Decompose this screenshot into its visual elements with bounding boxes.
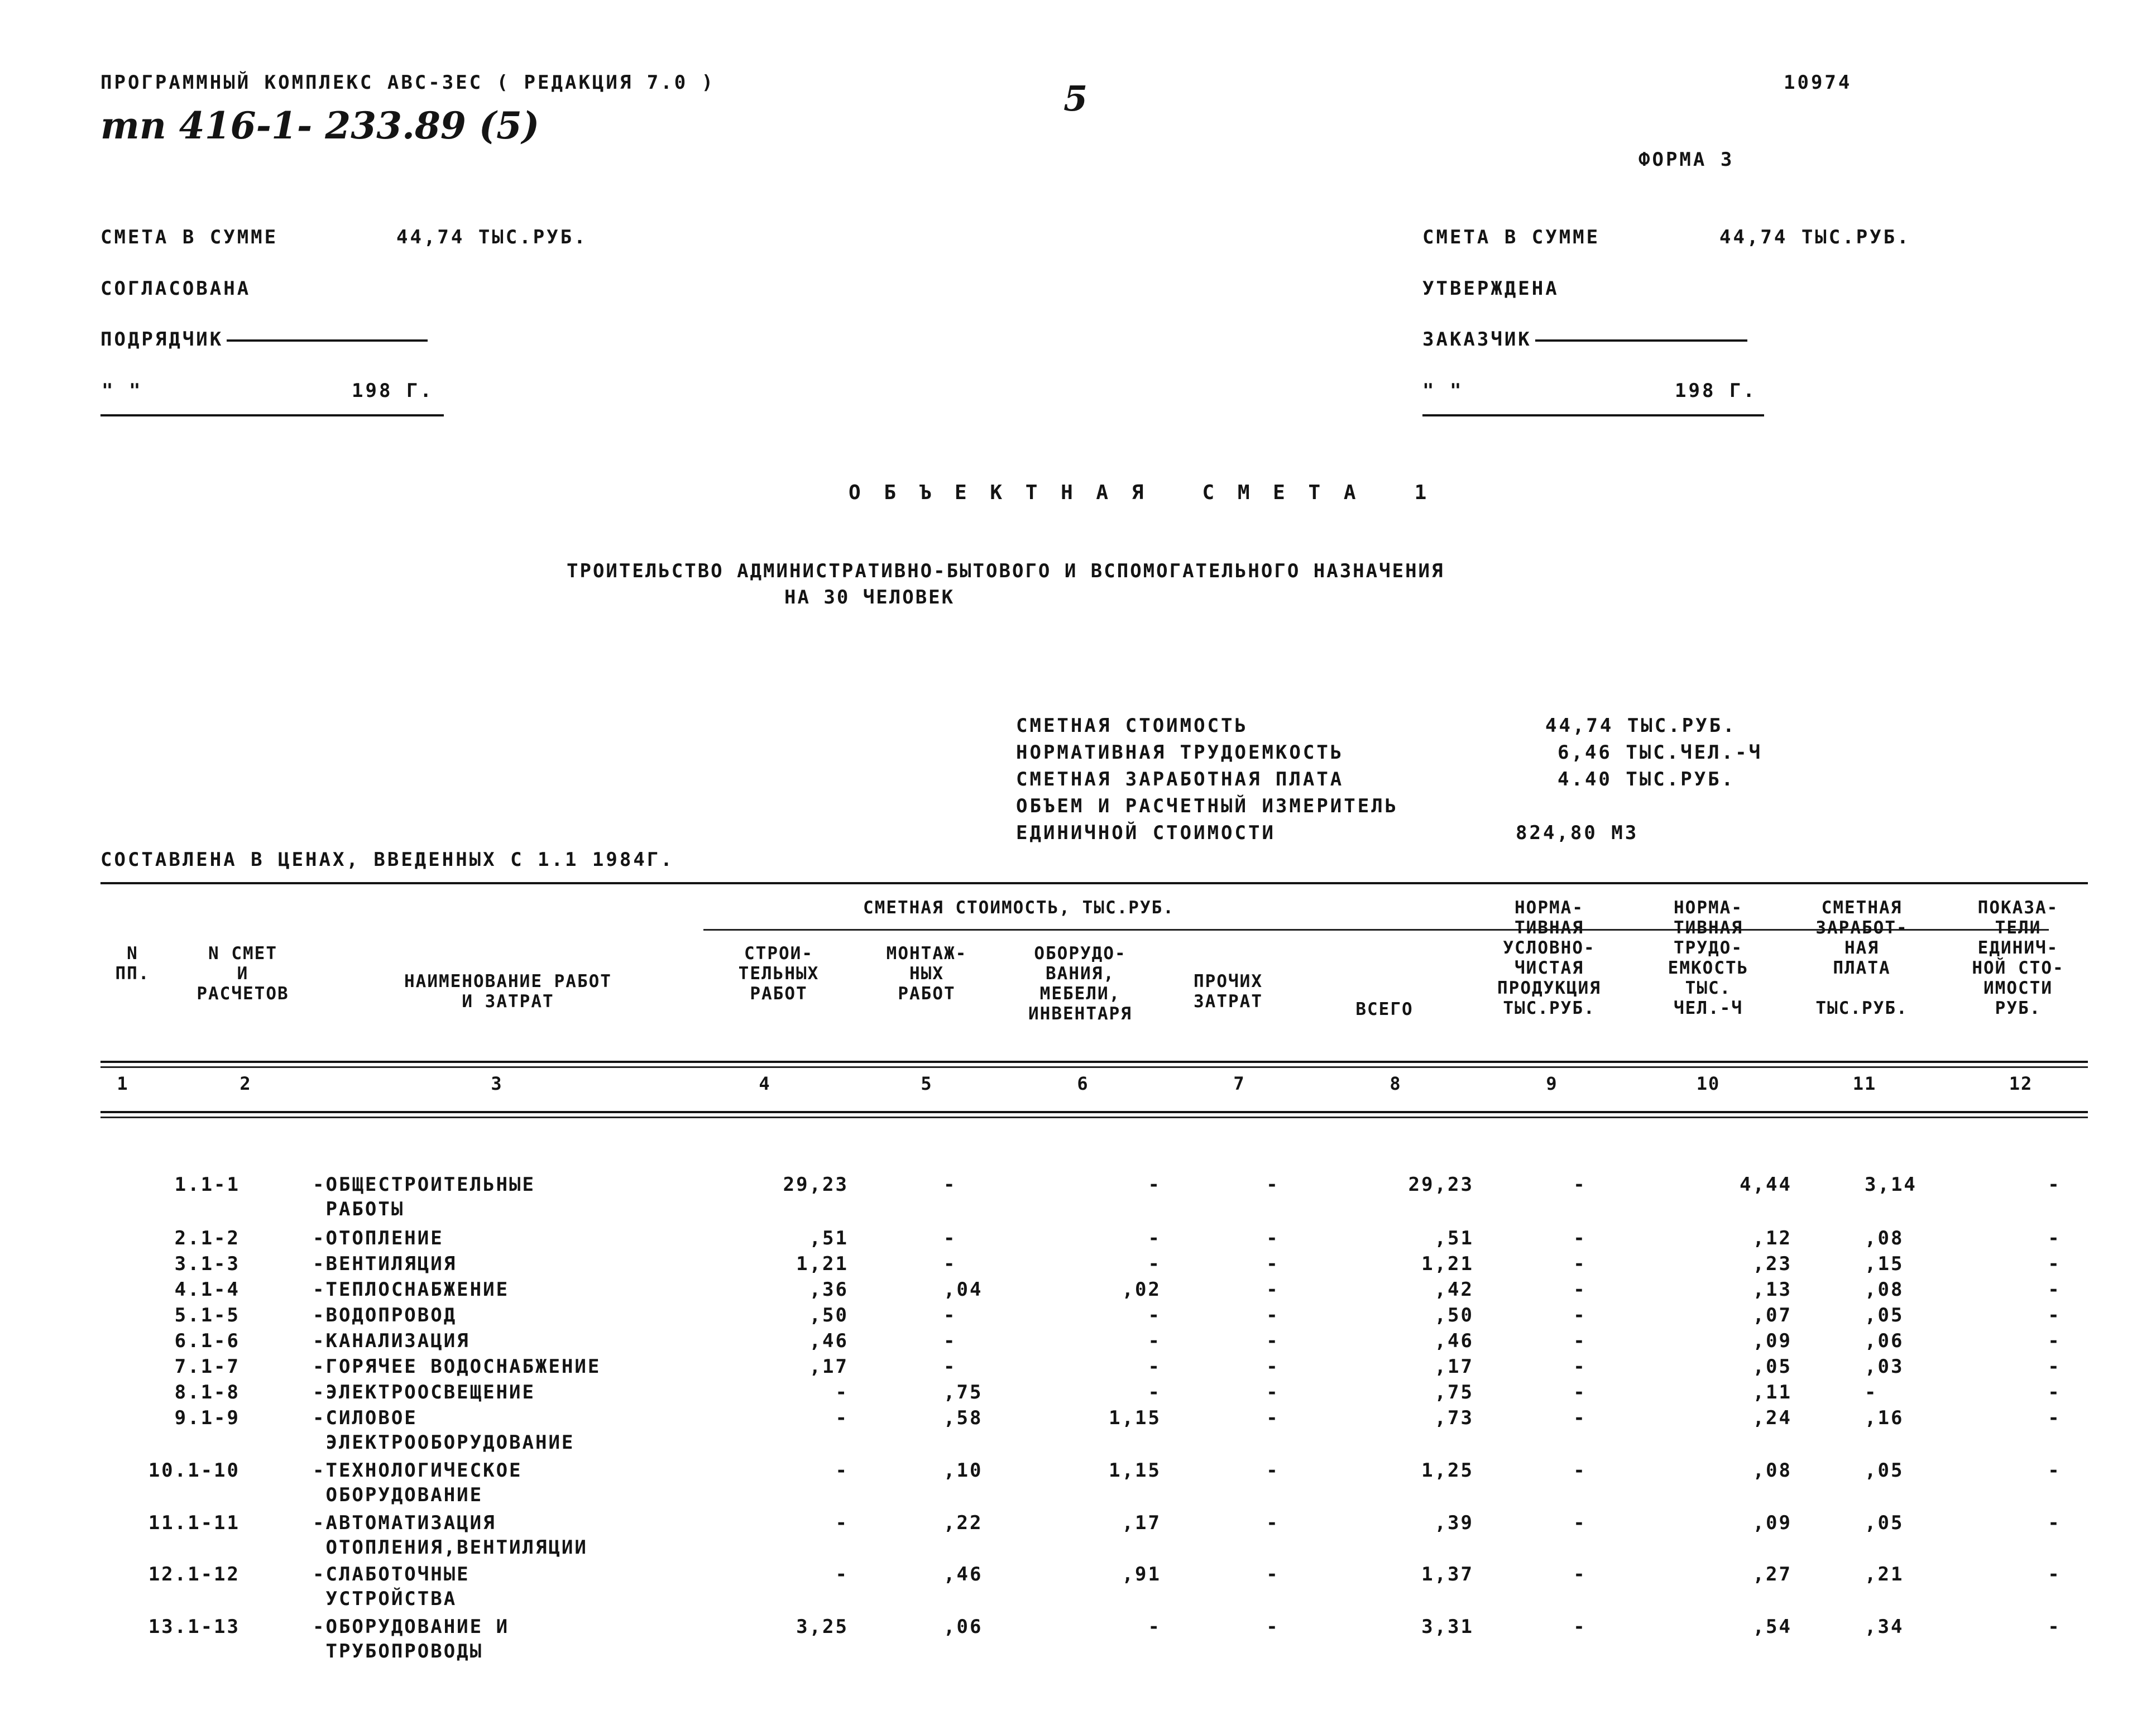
row-id: 3.1-3	[174, 1253, 240, 1275]
row-labor: ,11	[1752, 1381, 1792, 1404]
row-construction: ,17	[809, 1355, 849, 1378]
col-header-7: ПРОЧИХ ЗАТРАТ	[1194, 971, 1263, 1012]
row-equipment: 1,15	[1109, 1459, 1161, 1482]
left-date-rule	[100, 414, 444, 416]
row-net-output: -	[1573, 1330, 1587, 1352]
left-sum-value: 44,74 ТЫС.РУБ.	[396, 226, 588, 248]
row-installation: -	[943, 1304, 957, 1326]
right-sum-value: 44,74 ТЫС.РУБ.	[1719, 226, 1911, 248]
row-equipment: ,02	[1122, 1278, 1161, 1301]
row-total: ,46	[1434, 1330, 1474, 1352]
col-header-3: НАИМЕНОВАНИЕ РАБОТ И ЗАТРАТ	[404, 971, 612, 1012]
col-header-1: N ПП.	[115, 943, 150, 984]
summary-label: СМЕТНАЯ ЗАРАБОТНАЯ ПЛАТА	[1016, 768, 1344, 791]
row-other: -	[1266, 1407, 1280, 1429]
row-installation: -	[943, 1355, 957, 1378]
left-sum-label: СМЕТА В СУММЕ	[100, 226, 279, 248]
row-installation: -	[943, 1227, 957, 1249]
row-net-output: -	[1573, 1227, 1587, 1249]
right-status: УТВЕРЖДЕНА	[1422, 277, 1559, 300]
row-unit-cost: -	[2048, 1459, 2061, 1482]
row-wages: ,03	[1865, 1355, 1904, 1378]
row-total: ,50	[1434, 1304, 1474, 1326]
row-labor: ,05	[1752, 1355, 1792, 1378]
row-construction: -	[835, 1563, 849, 1585]
row-labor: ,24	[1752, 1407, 1792, 1429]
row-unit-cost: -	[2048, 1253, 2061, 1275]
row-unit-cost: -	[2048, 1381, 2061, 1404]
row-id: 9.1-9	[174, 1407, 240, 1429]
row-installation: ,22	[943, 1512, 983, 1534]
row-name: -КАНАЛИЗАЦИЯ	[313, 1330, 470, 1352]
row-unit-cost: -	[2048, 1173, 2061, 1196]
row-labor: 4,44	[1740, 1173, 1792, 1196]
right-date-year: 198 Г.	[1675, 380, 1757, 402]
row-net-output: -	[1573, 1616, 1587, 1638]
row-construction: 3,25	[796, 1616, 849, 1638]
row-wages: ,34	[1865, 1616, 1904, 1638]
row-name: -ОТОПЛЕНИЕ	[313, 1227, 444, 1249]
program-header: ПРОГРАММНЫЙ КОМПЛЕКС АВС-3ЕС ( РЕДАКЦИЯ 7.0 )	[100, 71, 716, 94]
row-net-output: -	[1573, 1278, 1587, 1301]
row-construction: -	[835, 1407, 849, 1429]
row-wages: ,05	[1865, 1304, 1904, 1326]
row-total: 1,25	[1421, 1459, 1474, 1482]
row-id: 5.1-5	[174, 1304, 240, 1326]
row-total: ,39	[1434, 1512, 1474, 1534]
row-equipment: ,17	[1122, 1512, 1161, 1534]
page-number: 5	[1063, 78, 1088, 119]
row-construction: ,36	[809, 1278, 849, 1301]
col-number: 12	[2009, 1073, 2033, 1094]
summary-value: 44,74 ТЫС.РУБ.	[1545, 715, 1737, 737]
left-party-line	[100, 328, 428, 351]
row-equipment: -	[1148, 1173, 1161, 1196]
row-id: 4.1-4	[174, 1278, 240, 1301]
row-total: ,73	[1434, 1407, 1474, 1429]
row-total: 3,31	[1421, 1616, 1474, 1638]
row-unit-cost: -	[2048, 1355, 2061, 1378]
row-other: -	[1266, 1253, 1280, 1275]
row-name: -ВОДОПРОВОД	[313, 1304, 457, 1326]
row-id: 12.1-12	[148, 1563, 240, 1585]
row-installation: ,58	[943, 1407, 983, 1429]
row-other: -	[1266, 1278, 1280, 1301]
subtitle-line-2: НА 30 ЧЕЛОВЕК	[784, 586, 955, 609]
row-unit-cost: -	[2048, 1512, 2061, 1534]
row-equipment: ,91	[1122, 1563, 1161, 1585]
row-name: -ОБЩЕСТРОИТЕЛЬНЫЕ РАБОТЫ	[313, 1173, 535, 1220]
row-labor: ,09	[1752, 1512, 1792, 1534]
handwritten-project-code: тп 416-1- 233.89 (5)	[100, 104, 540, 147]
row-wages: ,08	[1865, 1278, 1904, 1301]
row-installation: -	[943, 1173, 957, 1196]
row-equipment: -	[1148, 1227, 1161, 1249]
row-construction: ,46	[809, 1330, 849, 1352]
col-header-6: ОБОРУДО- ВАНИЯ, МЕБЕЛИ, ИНВЕНТАРЯ	[1028, 943, 1132, 1024]
row-labor: ,09	[1752, 1330, 1792, 1352]
row-unit-cost: -	[2048, 1407, 2061, 1429]
row-equipment: -	[1148, 1330, 1161, 1352]
col-header-8: ВСЕГО	[1355, 999, 1414, 1019]
row-unit-cost: -	[2048, 1278, 2061, 1301]
row-unit-cost: -	[2048, 1304, 2061, 1326]
left-date-year: 198 Г.	[352, 380, 434, 402]
table-top-rule	[100, 882, 2088, 884]
right-party-line	[1422, 328, 1747, 351]
col-number: 9	[1546, 1073, 1558, 1094]
summary-value: 4.40 ТЫС.РУБ.	[1558, 768, 1736, 791]
row-other: -	[1266, 1227, 1280, 1249]
row-total: ,17	[1434, 1355, 1474, 1378]
row-other: -	[1266, 1304, 1280, 1326]
row-equipment: -	[1148, 1253, 1161, 1275]
row-unit-cost: -	[2048, 1616, 2061, 1638]
row-name: -АВТОМАТИЗАЦИЯ ОТОПЛЕНИЯ,ВЕНТИЛЯЦИИ	[313, 1512, 588, 1559]
row-id: 2.1-2	[174, 1227, 240, 1249]
col-number: 7	[1233, 1073, 1245, 1094]
row-id: 6.1-6	[174, 1330, 240, 1352]
group-header: СМЕТНАЯ СТОИМОСТЬ, ТЫС.РУБ.	[863, 898, 1175, 918]
summary-value: 824,80 М3	[1516, 822, 1639, 844]
prices-note: СОСТАВЛЕНА В ЦЕНАХ, ВВЕДЕННЫХ С 1.1 1984Г.	[100, 849, 674, 871]
row-wages: ,21	[1865, 1563, 1904, 1585]
col-number: 5	[921, 1073, 933, 1094]
row-wages: ,08	[1865, 1227, 1904, 1249]
row-construction: -	[835, 1512, 849, 1534]
row-unit-cost: -	[2048, 1330, 2061, 1352]
row-total: 1,21	[1421, 1253, 1474, 1275]
row-labor: ,12	[1752, 1227, 1792, 1249]
row-other: -	[1266, 1563, 1280, 1585]
row-net-output: -	[1573, 1512, 1587, 1534]
col-header-12: ПОКАЗА- ТЕЛИ ЕДИНИЧ- НОЙ СТО- ИМОСТИ РУБ.	[1972, 898, 2064, 1018]
row-wages: ,15	[1865, 1253, 1904, 1275]
row-name: -ОБОРУДОВАНИЕ И ТРУБОПРОВОДЫ	[313, 1616, 510, 1663]
row-wages: ,06	[1865, 1330, 1904, 1352]
row-equipment: -	[1148, 1304, 1161, 1326]
row-wages: 3,14	[1865, 1173, 1917, 1196]
row-id: 8.1-8	[174, 1381, 240, 1404]
row-labor: ,08	[1752, 1459, 1792, 1482]
left-status: СОГЛАСОВАНА	[100, 277, 251, 300]
row-other: -	[1266, 1512, 1280, 1534]
row-id: 10.1-10	[148, 1459, 240, 1482]
right-sum-label: СМЕТА В СУММЕ	[1422, 226, 1601, 248]
row-construction: ,50	[809, 1304, 849, 1326]
row-name: -ГОРЯЧЕЕ ВОДОСНАБЖЕНИЕ	[313, 1355, 601, 1378]
summary-label: НОРМАТИВНАЯ ТРУДОЕМКОСТЬ	[1016, 741, 1344, 764]
col-header-5: МОНТАЖ- НЫХ РАБОТ	[886, 943, 967, 1004]
row-net-output: -	[1573, 1253, 1587, 1275]
row-total: ,42	[1434, 1278, 1474, 1301]
right-date-rule	[1422, 414, 1764, 416]
row-net-output: -	[1573, 1381, 1587, 1404]
row-wages: ,05	[1865, 1512, 1904, 1534]
left-date-quotes: " "	[102, 380, 143, 402]
col-header-10: НОРМА- ТИВНАЯ ТРУДО- ЕМКОСТЬ ТЫС. ЧЕЛ.-Ч	[1668, 898, 1749, 1018]
row-installation: ,04	[943, 1278, 983, 1301]
row-total: ,51	[1434, 1227, 1474, 1249]
col-number: 4	[759, 1073, 771, 1094]
row-other: -	[1266, 1173, 1280, 1196]
row-installation: -	[943, 1253, 957, 1275]
row-equipment: 1,15	[1109, 1407, 1161, 1429]
row-net-output: -	[1573, 1173, 1587, 1196]
col-number: 11	[1852, 1073, 1877, 1094]
col-header-2: N СМЕТ И РАСЧЕТОВ	[197, 943, 289, 1004]
right-date-quotes: " "	[1422, 380, 1464, 402]
document-title: О Б Ъ Е К Т Н А Я С М Е Т А 1	[849, 481, 1432, 504]
row-net-output: -	[1573, 1355, 1587, 1378]
row-other: -	[1266, 1330, 1280, 1352]
subtitle-line-1: ТРОИТЕЛЬСТВО АДМИНИСТРАТИВНО-БЫТОВОГО И ВСПОМОГАТЕЛЬНОГО НАЗНАЧЕНИЯ	[567, 560, 1445, 582]
row-name: -ТЕХНОЛОГИЧЕСКОЕ ОБОРУДОВАНИЕ	[313, 1459, 523, 1506]
left-signature-line	[227, 339, 428, 342]
row-labor: ,23	[1752, 1253, 1792, 1275]
row-id: 13.1-13	[148, 1616, 240, 1638]
row-labor: ,54	[1752, 1616, 1792, 1638]
numbers-bottom-rule-2	[100, 1117, 2088, 1118]
row-unit-cost: -	[2048, 1563, 2061, 1585]
row-installation: ,10	[943, 1459, 983, 1482]
row-net-output: -	[1573, 1407, 1587, 1429]
row-id: 7.1-7	[174, 1355, 240, 1378]
summary-label: СМЕТНАЯ СТОИМОСТЬ	[1016, 715, 1248, 737]
row-other: -	[1266, 1381, 1280, 1404]
row-total: 1,37	[1421, 1563, 1474, 1585]
row-id: 11.1-11	[148, 1512, 240, 1534]
col-header-9: НОРМА- ТИВНАЯ УСЛОВНО- ЧИСТАЯ ПРОДУКЦИЯ ТЫС.РУБ.	[1497, 898, 1601, 1018]
row-construction: -	[835, 1381, 849, 1404]
col-number: 6	[1077, 1073, 1089, 1094]
col-header-11: СМЕТНАЯ ЗАРАБОТ- НАЯ ПЛАТА ТЫС.РУБ.	[1815, 898, 1908, 1018]
row-equipment: -	[1148, 1381, 1161, 1404]
row-construction: 29,23	[783, 1173, 849, 1196]
row-labor: ,07	[1752, 1304, 1792, 1326]
row-other: -	[1266, 1355, 1280, 1378]
col-number: 2	[239, 1073, 252, 1094]
left-party-label: ПОДРЯДЧИК	[100, 328, 224, 351]
row-name: -СЛАБОТОЧНЫЕ УСТРОЙСТВА	[313, 1563, 470, 1610]
row-net-output: -	[1573, 1563, 1587, 1585]
row-net-output: -	[1573, 1304, 1587, 1326]
right-signature-line	[1535, 339, 1747, 342]
summary-label: ЕДИНИЧНОЙ СТОИМОСТИ	[1016, 822, 1276, 844]
row-installation: -	[943, 1330, 957, 1352]
document-number: 10974	[1784, 71, 1852, 94]
header-bottom-rule-2	[100, 1066, 2088, 1068]
row-wages: -	[1865, 1381, 1878, 1404]
row-equipment: -	[1148, 1355, 1161, 1378]
row-other: -	[1266, 1616, 1280, 1638]
row-net-output: -	[1573, 1459, 1587, 1482]
row-name: -ЭЛЕКТРООСВЕЩЕНИЕ	[313, 1381, 535, 1404]
row-name: -ТЕПЛОСНАБЖЕНИЕ	[313, 1278, 510, 1301]
row-installation: ,06	[943, 1616, 983, 1638]
row-wages: ,16	[1865, 1407, 1904, 1429]
row-name: -СИЛОВОЕ ЭЛЕКТРООБОРУДОВАНИЕ	[313, 1407, 575, 1454]
col-number: 8	[1390, 1073, 1402, 1094]
row-labor: ,13	[1752, 1278, 1792, 1301]
row-installation: ,75	[943, 1381, 983, 1404]
col-number: 3	[491, 1073, 503, 1094]
row-installation: ,46	[943, 1563, 983, 1585]
col-number: 10	[1696, 1073, 1721, 1094]
row-wages: ,05	[1865, 1459, 1904, 1482]
row-total: 29,23	[1408, 1173, 1474, 1196]
row-equipment: -	[1148, 1616, 1161, 1638]
row-construction: ,51	[809, 1227, 849, 1249]
right-party-label: ЗАКАЗЧИК	[1422, 328, 1532, 351]
col-header-4: СТРОИ- ТЕЛЬНЫХ РАБОТ	[738, 943, 820, 1004]
numbers-bottom-rule	[100, 1111, 2088, 1113]
row-id: 1.1-1	[174, 1173, 240, 1196]
form-label: ФОРМА 3	[1638, 149, 1735, 171]
summary-label: ОБЪЕМ И РАСЧЕТНЫЙ ИЗМЕРИТЕЛЬ	[1016, 795, 1399, 817]
summary-value: 6,46 ТЫС.ЧЕЛ.-Ч	[1558, 741, 1763, 764]
row-construction: 1,21	[796, 1253, 849, 1275]
row-other: -	[1266, 1459, 1280, 1482]
header-bottom-rule	[100, 1061, 2088, 1063]
row-labor: ,27	[1752, 1563, 1792, 1585]
row-name: -ВЕНТИЛЯЦИЯ	[313, 1253, 457, 1275]
row-unit-cost: -	[2048, 1227, 2061, 1249]
row-total: ,75	[1434, 1381, 1474, 1404]
col-number: 1	[117, 1073, 129, 1094]
row-construction: -	[835, 1459, 849, 1482]
